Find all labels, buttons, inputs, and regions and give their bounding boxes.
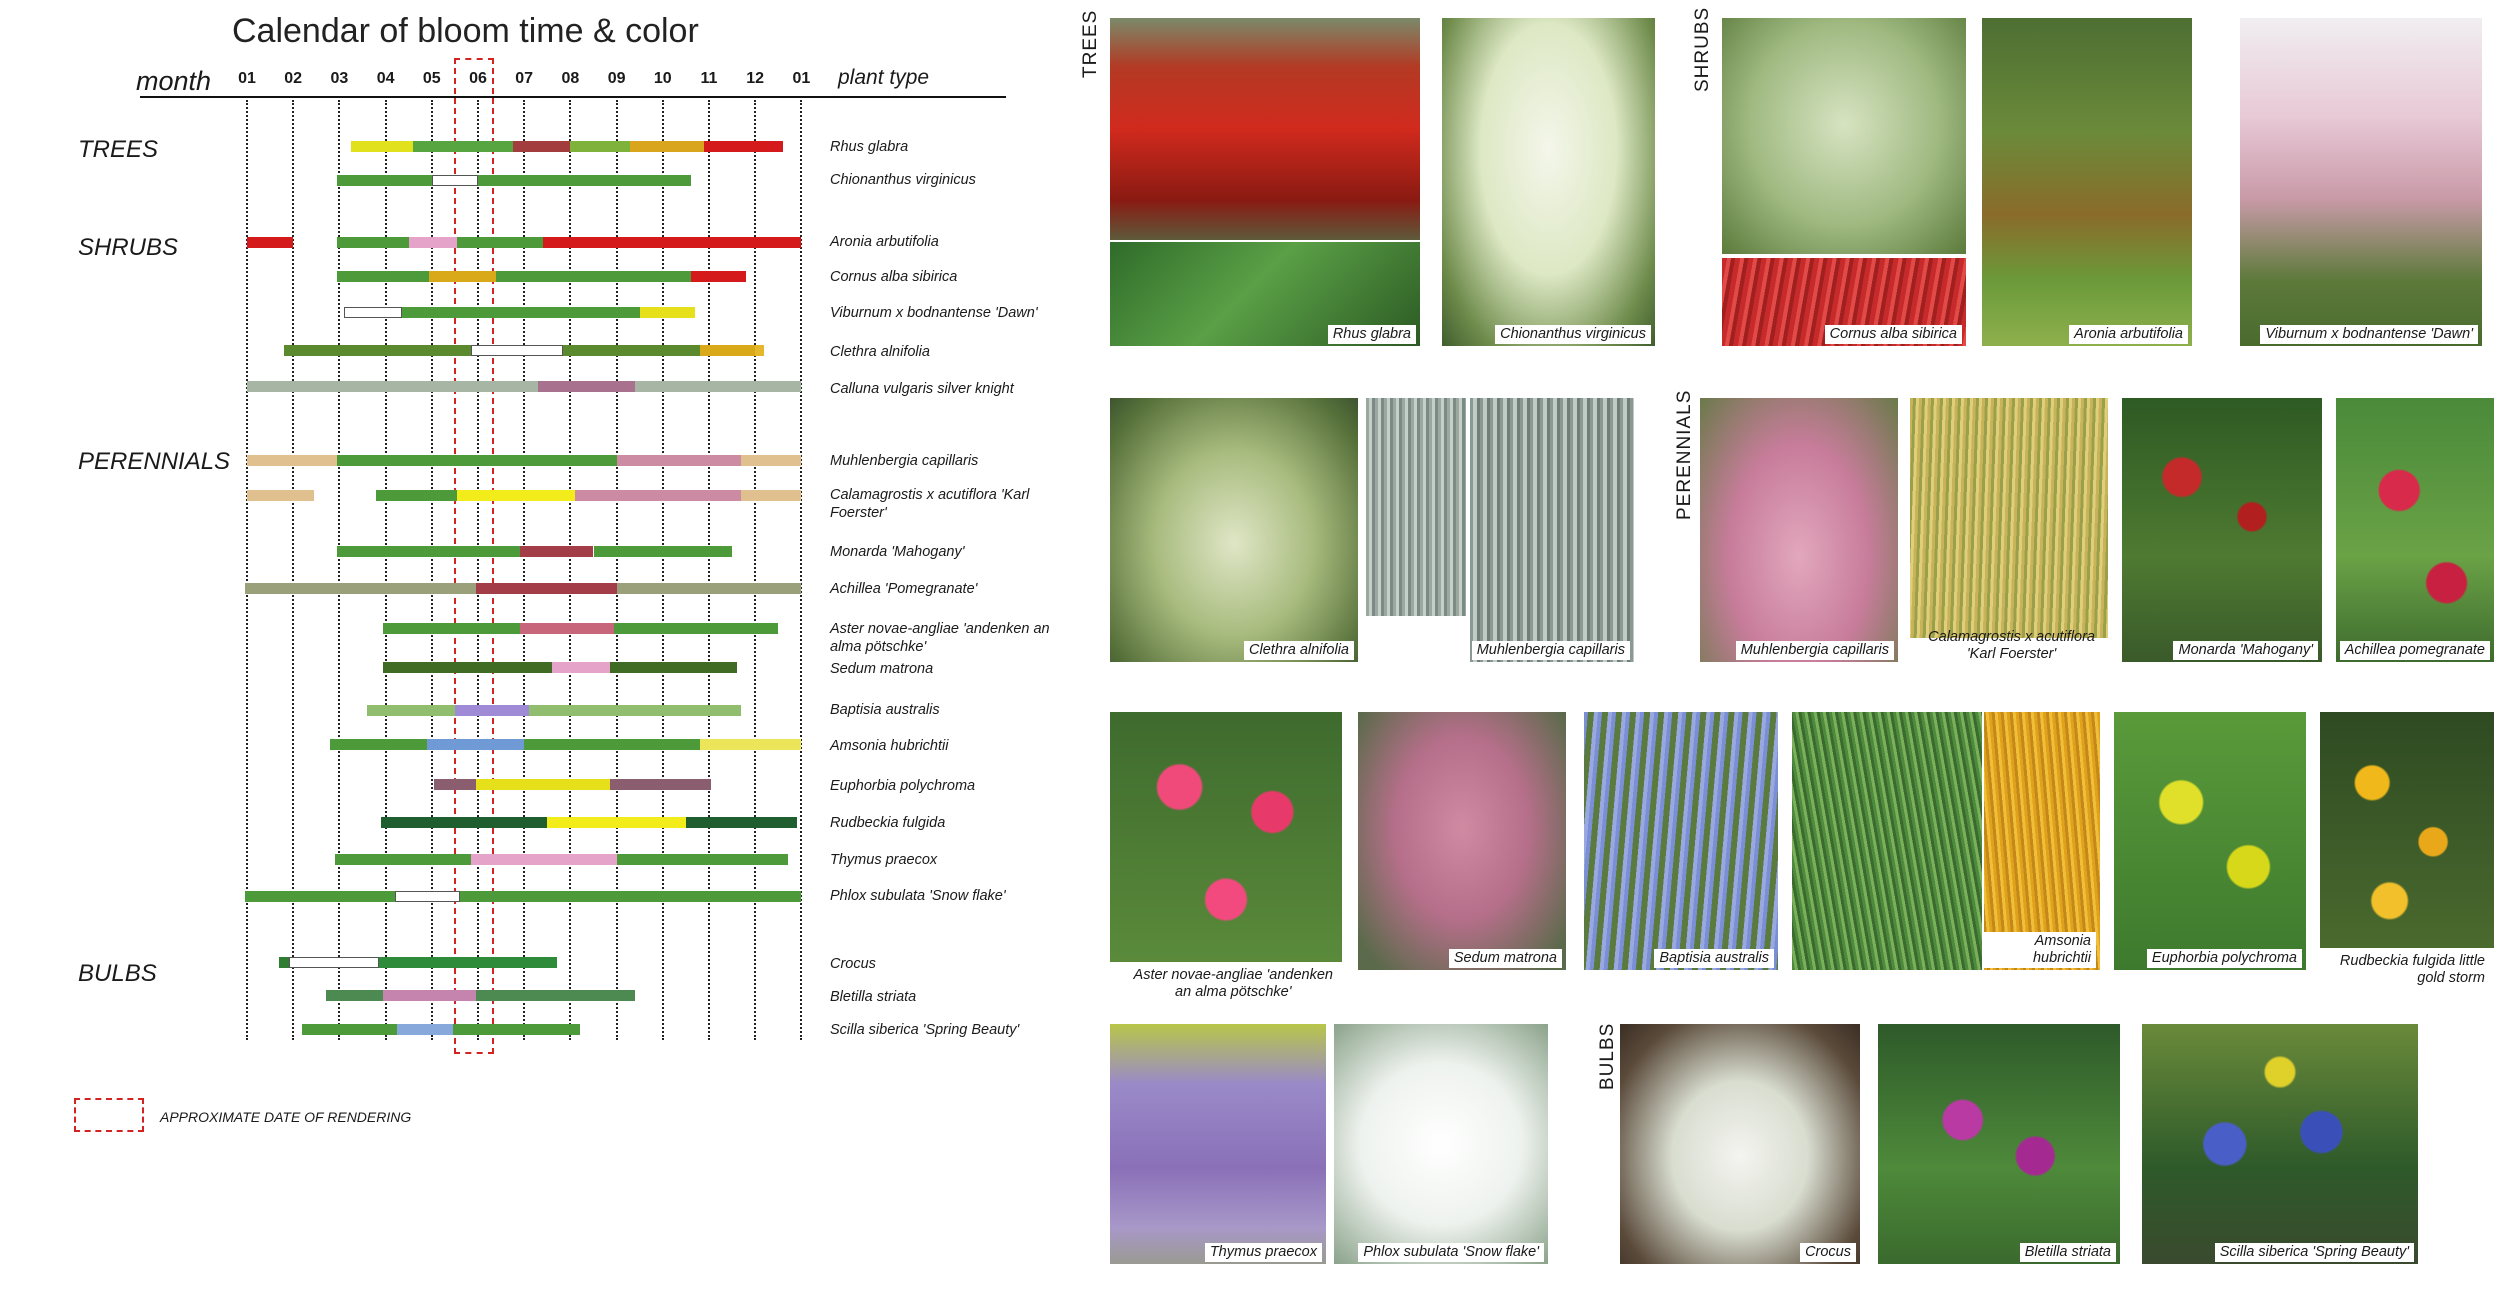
bloom-bar-segment: [476, 990, 635, 1001]
caption-aster: Aster novae-angliae 'andenken an alma pötschke': [1133, 967, 1333, 1000]
bloom-bar-segment: [640, 307, 695, 318]
bloom-bar-segment: [453, 1024, 580, 1035]
month-tick-label: 03: [330, 70, 349, 87]
category-shrubs: SHRUBS: [78, 234, 179, 261]
bloom-bar-segment: [455, 705, 529, 716]
plant-type-label: plant type: [838, 66, 930, 89]
bloom-bar-segment: [617, 854, 788, 865]
caption-amsonia: Amsonia hubrichtii: [1984, 932, 2096, 968]
bloom-bar-segment: [289, 957, 379, 968]
plant-label: Muhlenbergia capillaris: [830, 453, 979, 469]
bloom-bar-segment: [552, 662, 610, 673]
caption-bletilla: Bletilla striata: [2020, 1243, 2116, 1262]
section-label-shrubs: SHRUBS: [1692, 6, 1713, 92]
bloom-bar-segment: [379, 957, 557, 968]
bloom-bar-segment: [594, 546, 733, 557]
caption-viburnum: Viburnum x bodnantense 'Dawn': [2260, 325, 2478, 344]
bloom-bar-segment: [245, 891, 395, 902]
photo-cornus: [1722, 258, 1966, 346]
bloom-bar-segment: [383, 623, 519, 634]
plant-label: Calluna vulgaris silver knight: [830, 381, 1014, 397]
bloom-bar-segment: [326, 990, 384, 1001]
month-tick-label: 01: [792, 70, 811, 87]
photo-amsonia-green: [1792, 712, 1982, 970]
bloom-bar-segment: [381, 817, 547, 828]
caption-aronia: Aronia arbutifolia: [2069, 325, 2188, 344]
bloom-bar-segment: [302, 1024, 397, 1035]
photo-phlox: [1334, 1024, 1548, 1264]
photo-rhus-glabra: [1110, 242, 1420, 346]
header-rule: [140, 96, 1006, 98]
bloom-bar-segment: [457, 490, 575, 501]
month-tick-label: 01: [238, 70, 256, 87]
photo-crocus: [1620, 1024, 1860, 1264]
month-tick-label: 02: [284, 70, 303, 87]
bloom-bar-segment: [704, 141, 783, 152]
month-tick-label: 12: [746, 70, 765, 87]
bloom-bar-segment: [617, 583, 802, 594]
plant-label: Scilla siberica 'Spring Beauty': [830, 1022, 1020, 1038]
photo-chionanthus: [1442, 18, 1655, 346]
caption-scilla: Scilla siberica 'Spring Beauty': [2215, 1243, 2414, 1262]
plant-label: Phlox subulata 'Snow flake': [830, 888, 1006, 904]
bloom-bar-segment: [570, 141, 630, 152]
bloom-bar-segment: [575, 490, 741, 501]
caption-thymus: Thymus praecox: [1205, 1243, 1322, 1262]
photo-shrubs-cornus-foliage: [1722, 18, 1966, 254]
plant-label: Aster novae-angliae 'andenken an alma pötschke': [830, 621, 1050, 655]
plant-label: Rhus glabra: [830, 139, 909, 155]
caption-crocus: Crocus: [1800, 1243, 1856, 1262]
bloom-bar-segment: [476, 583, 617, 594]
bloom-bar-segment: [247, 237, 293, 248]
photo-thymus: [1110, 1024, 1326, 1264]
caption-rudbeckia: Rudbeckia fulgida little gold storm: [2339, 953, 2485, 986]
plant-label: Clethra alnifolia: [830, 344, 930, 360]
bloom-bar-segment: [413, 141, 512, 152]
bloom-bar-segment: [337, 455, 617, 466]
bloom-bar-segment: [700, 345, 755, 356]
caption-muhlen1: Muhlenbergia capillaris: [1472, 641, 1630, 660]
bloom-bar-segment: [496, 271, 690, 282]
caption-achillea: Achillea pomegranate: [2340, 641, 2490, 660]
bloom-bar-segment: [635, 381, 801, 392]
plant-label: Cornus alba sibirica: [830, 269, 958, 285]
plant-label: Chionanthus virginicus: [830, 172, 976, 188]
photo-rudbeckia: [2320, 712, 2494, 986]
bloom-bar-segment: [344, 307, 402, 318]
bloom-bar-segment: [335, 854, 471, 865]
bloom-bar-segment: [471, 854, 617, 865]
bloom-bar-segment: [434, 779, 476, 790]
month-tick-label: 06: [469, 70, 487, 87]
plant-label: Calamagrostis x acutiflora 'Karl Foerster': [830, 487, 1030, 521]
photo-muhlenbergia-green-2: [1470, 398, 1634, 662]
photo-amsonia: [1984, 712, 2100, 970]
bloom-bar-segment: [409, 237, 458, 248]
photo-aronia: [1982, 18, 2192, 346]
bloom-bar-segment: [245, 583, 476, 594]
photo-viburnum: [2240, 18, 2482, 346]
bloom-bar-segment: [367, 705, 455, 716]
bloom-bar-segment: [691, 271, 746, 282]
month-tick-label: 04: [376, 70, 395, 87]
category-perennials: PERENNIALS: [78, 448, 231, 475]
photo-euphorbia: [2114, 712, 2306, 970]
bloom-bar-segment: [700, 739, 802, 750]
bloom-bar-segment: [351, 141, 413, 152]
photo-muhlenbergia-pink: [1700, 398, 1898, 662]
bloom-bar-segment: [432, 175, 478, 186]
photo-achillea: [2336, 398, 2494, 662]
month-axis-label: month: [136, 66, 212, 96]
bloom-bar-segment: [529, 705, 742, 716]
plant-label: Thymus praecox: [830, 852, 938, 868]
bloom-bar-segment: [330, 739, 427, 750]
bloom-bar-segment: [247, 490, 314, 501]
photo-clethra: [1110, 398, 1358, 662]
bloom-bar-segment: [520, 623, 615, 634]
caption-muhlen2: Muhlenbergia capillaris: [1736, 641, 1894, 660]
bloom-bar-segment: [610, 779, 712, 790]
bloom-bar-segment: [284, 345, 471, 356]
bloom-bar-segment: [617, 455, 742, 466]
bloom-bar-segment: [247, 455, 337, 466]
caption-rhus: Rhus glabra: [1328, 325, 1416, 344]
bloom-bar-segment: [376, 490, 457, 501]
bloom-bar-segment: [429, 271, 496, 282]
plant-label: Rudbeckia fulgida: [830, 815, 946, 831]
plant-label: Achillea 'Pomegranate': [830, 581, 978, 597]
bloom-bar-segment: [741, 490, 801, 501]
plant-label: Monarda 'Mahogany': [830, 544, 965, 560]
bloom-bar-segment: [524, 739, 700, 750]
bloom-bar-segment: [547, 817, 686, 828]
caption-monarda: Monarda 'Mahogany': [2173, 641, 2318, 660]
bloom-bar-segment: [383, 662, 552, 673]
caption-clethra: Clethra alnifolia: [1244, 641, 1354, 660]
bloom-bar-segment: [337, 271, 429, 282]
bloom-bar-segment: [543, 237, 802, 248]
photo-monarda: [2122, 398, 2322, 662]
plant-label: Crocus: [830, 956, 876, 972]
caption-phlox: Phlox subulata 'Snow flake': [1358, 1243, 1544, 1262]
category-trees: TREES: [78, 136, 159, 163]
bloom-bar-segment: [247, 381, 538, 392]
bloom-bar-segment: [337, 175, 432, 186]
legend-marker: [74, 1098, 144, 1132]
caption-baptisia: Baptisia australis: [1654, 949, 1774, 968]
month-tick-label: 11: [700, 70, 718, 87]
month-tick-label: 09: [607, 70, 626, 87]
caption-sedum: Sedum matrona: [1449, 949, 1562, 968]
plant-label: Baptisia australis: [830, 702, 940, 718]
legend-label: APPROXIMATE DATE OF RENDERING: [160, 1109, 412, 1125]
photo-calamagrostis: [1910, 398, 2108, 662]
bloom-bar-segment: [513, 141, 571, 152]
month-tick-label: 07: [515, 70, 534, 87]
bloom-bar-segment: [741, 455, 801, 466]
bloom-bar-segment: [402, 307, 640, 318]
section-label-perennials: PERENNIALS: [1674, 389, 1695, 520]
section-label-trees: TREES: [1080, 9, 1101, 78]
plant-label: Amsonia hubrichtii: [830, 738, 949, 754]
bloom-bar-segment: [383, 990, 475, 1001]
bloom-bar-segment: [610, 662, 737, 673]
plant-label: Sedum matrona: [830, 661, 934, 677]
bloom-bar-segment: [755, 345, 764, 356]
bloom-bar-segment: [279, 957, 288, 968]
month-tick-label: 10: [653, 70, 672, 87]
bloom-bar-segment: [630, 141, 704, 152]
bloom-bar-segment: [686, 817, 797, 828]
bloom-bar-segment: [538, 381, 635, 392]
chart-title: Calendar of bloom time & color: [232, 12, 699, 50]
plant-label: Euphorbia polychroma: [830, 778, 976, 794]
bloom-bar-segment: [471, 345, 563, 356]
caption-cornus: Cornus alba sibirica: [1825, 325, 1962, 344]
bloom-bar-segment: [476, 779, 610, 790]
bloom-bar-segment: [397, 1024, 452, 1035]
photo-baptisia: [1584, 712, 1778, 970]
bloom-bar-segment: [337, 237, 409, 248]
month-tick-label: 05: [422, 70, 441, 87]
photo-scilla: [2142, 1024, 2418, 1264]
bloom-bar-segment: [337, 546, 519, 557]
caption-calamagrostis: Calamagrostis x acutiflora 'Karl Foerster': [1928, 629, 2095, 662]
bloom-bar-segment: [520, 546, 594, 557]
photo-sedum: [1358, 712, 1566, 970]
bloom-bar-segment: [478, 175, 691, 186]
photo-muhlenbergia-green: [1366, 398, 1466, 616]
plant-label: Viburnum x bodnantense 'Dawn': [830, 305, 1038, 321]
bloom-bar-segment: [614, 623, 778, 634]
caption-chionanthus: Chionanthus virginicus: [1495, 325, 1651, 344]
photo-aster: [1110, 712, 1342, 1000]
photo-bletilla: [1878, 1024, 2120, 1264]
plant-label: Aronia arbutifolia: [830, 234, 939, 250]
bloom-bar-segment: [427, 739, 524, 750]
month-tick-label: 08: [561, 70, 580, 87]
category-bulbs: BULBS: [78, 960, 157, 987]
plant-label: Bletilla striata: [830, 989, 917, 1005]
caption-euphorbia: Euphorbia polychroma: [2147, 949, 2302, 968]
photo-rhus-glabra-foliage: [1110, 18, 1420, 240]
bloom-bar-segment: [460, 891, 802, 902]
bloom-bar-segment: [395, 891, 460, 902]
bloom-bar-segment: [457, 237, 542, 248]
bloom-bar-segment: [563, 345, 699, 356]
section-label-bulbs: BULBS: [1597, 1022, 1618, 1090]
